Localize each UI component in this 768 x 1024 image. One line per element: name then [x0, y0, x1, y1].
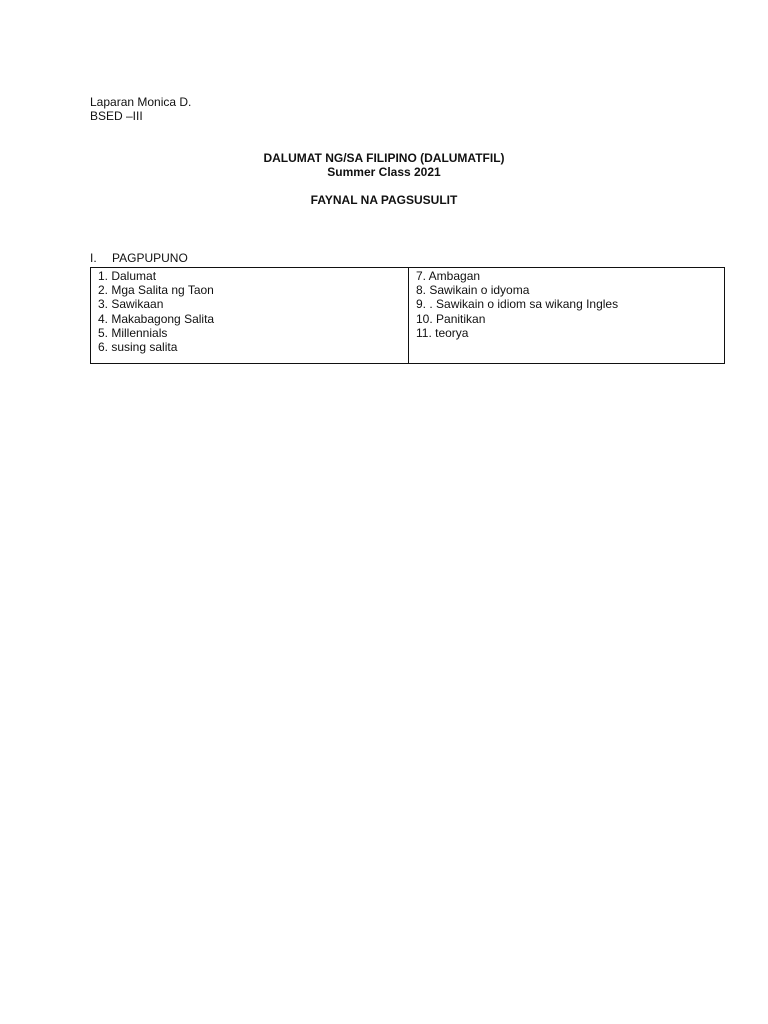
answer-item: 7. Ambagan: [416, 269, 481, 283]
answer-column-right: [409, 268, 724, 363]
answer-item: 4. Makabagong Salita: [98, 311, 215, 326]
section-heading: [90, 251, 188, 265]
author-name: Laparan Monica D.: [90, 95, 192, 109]
exam-title: FAYNAL NA PAGSUSULIT: [310, 193, 458, 207]
course-header: [0, 151, 768, 179]
section-number: I.: [90, 251, 97, 265]
course-title: DALUMAT NG/SA FILIPINO (DALUMATFIL): [263, 151, 505, 165]
answer-column-left: [91, 268, 409, 363]
section-title: PAGPUPUNO: [112, 251, 188, 265]
answer-item: 1. Dalumat: [98, 269, 157, 283]
answer-item: 2. Mga Salita ng Taon: [98, 283, 214, 298]
answer-item: 3. Sawikaan: [98, 297, 164, 312]
answer-table: [90, 267, 725, 364]
author-program: BSED –III: [90, 109, 143, 123]
author-block: [90, 95, 191, 123]
answer-item: 8. Sawikain o idyoma: [416, 283, 530, 298]
answer-item: 5. Millennials: [98, 325, 168, 340]
answer-item: 6. susing salita: [98, 339, 178, 354]
class-term: Summer Class 2021: [327, 165, 441, 179]
answer-item: 9. . Sawikain o idiom sa wikang Ingles: [416, 297, 619, 312]
answer-item: 11. teorya: [416, 325, 469, 340]
answer-item: 10. Panitikan: [416, 311, 486, 326]
